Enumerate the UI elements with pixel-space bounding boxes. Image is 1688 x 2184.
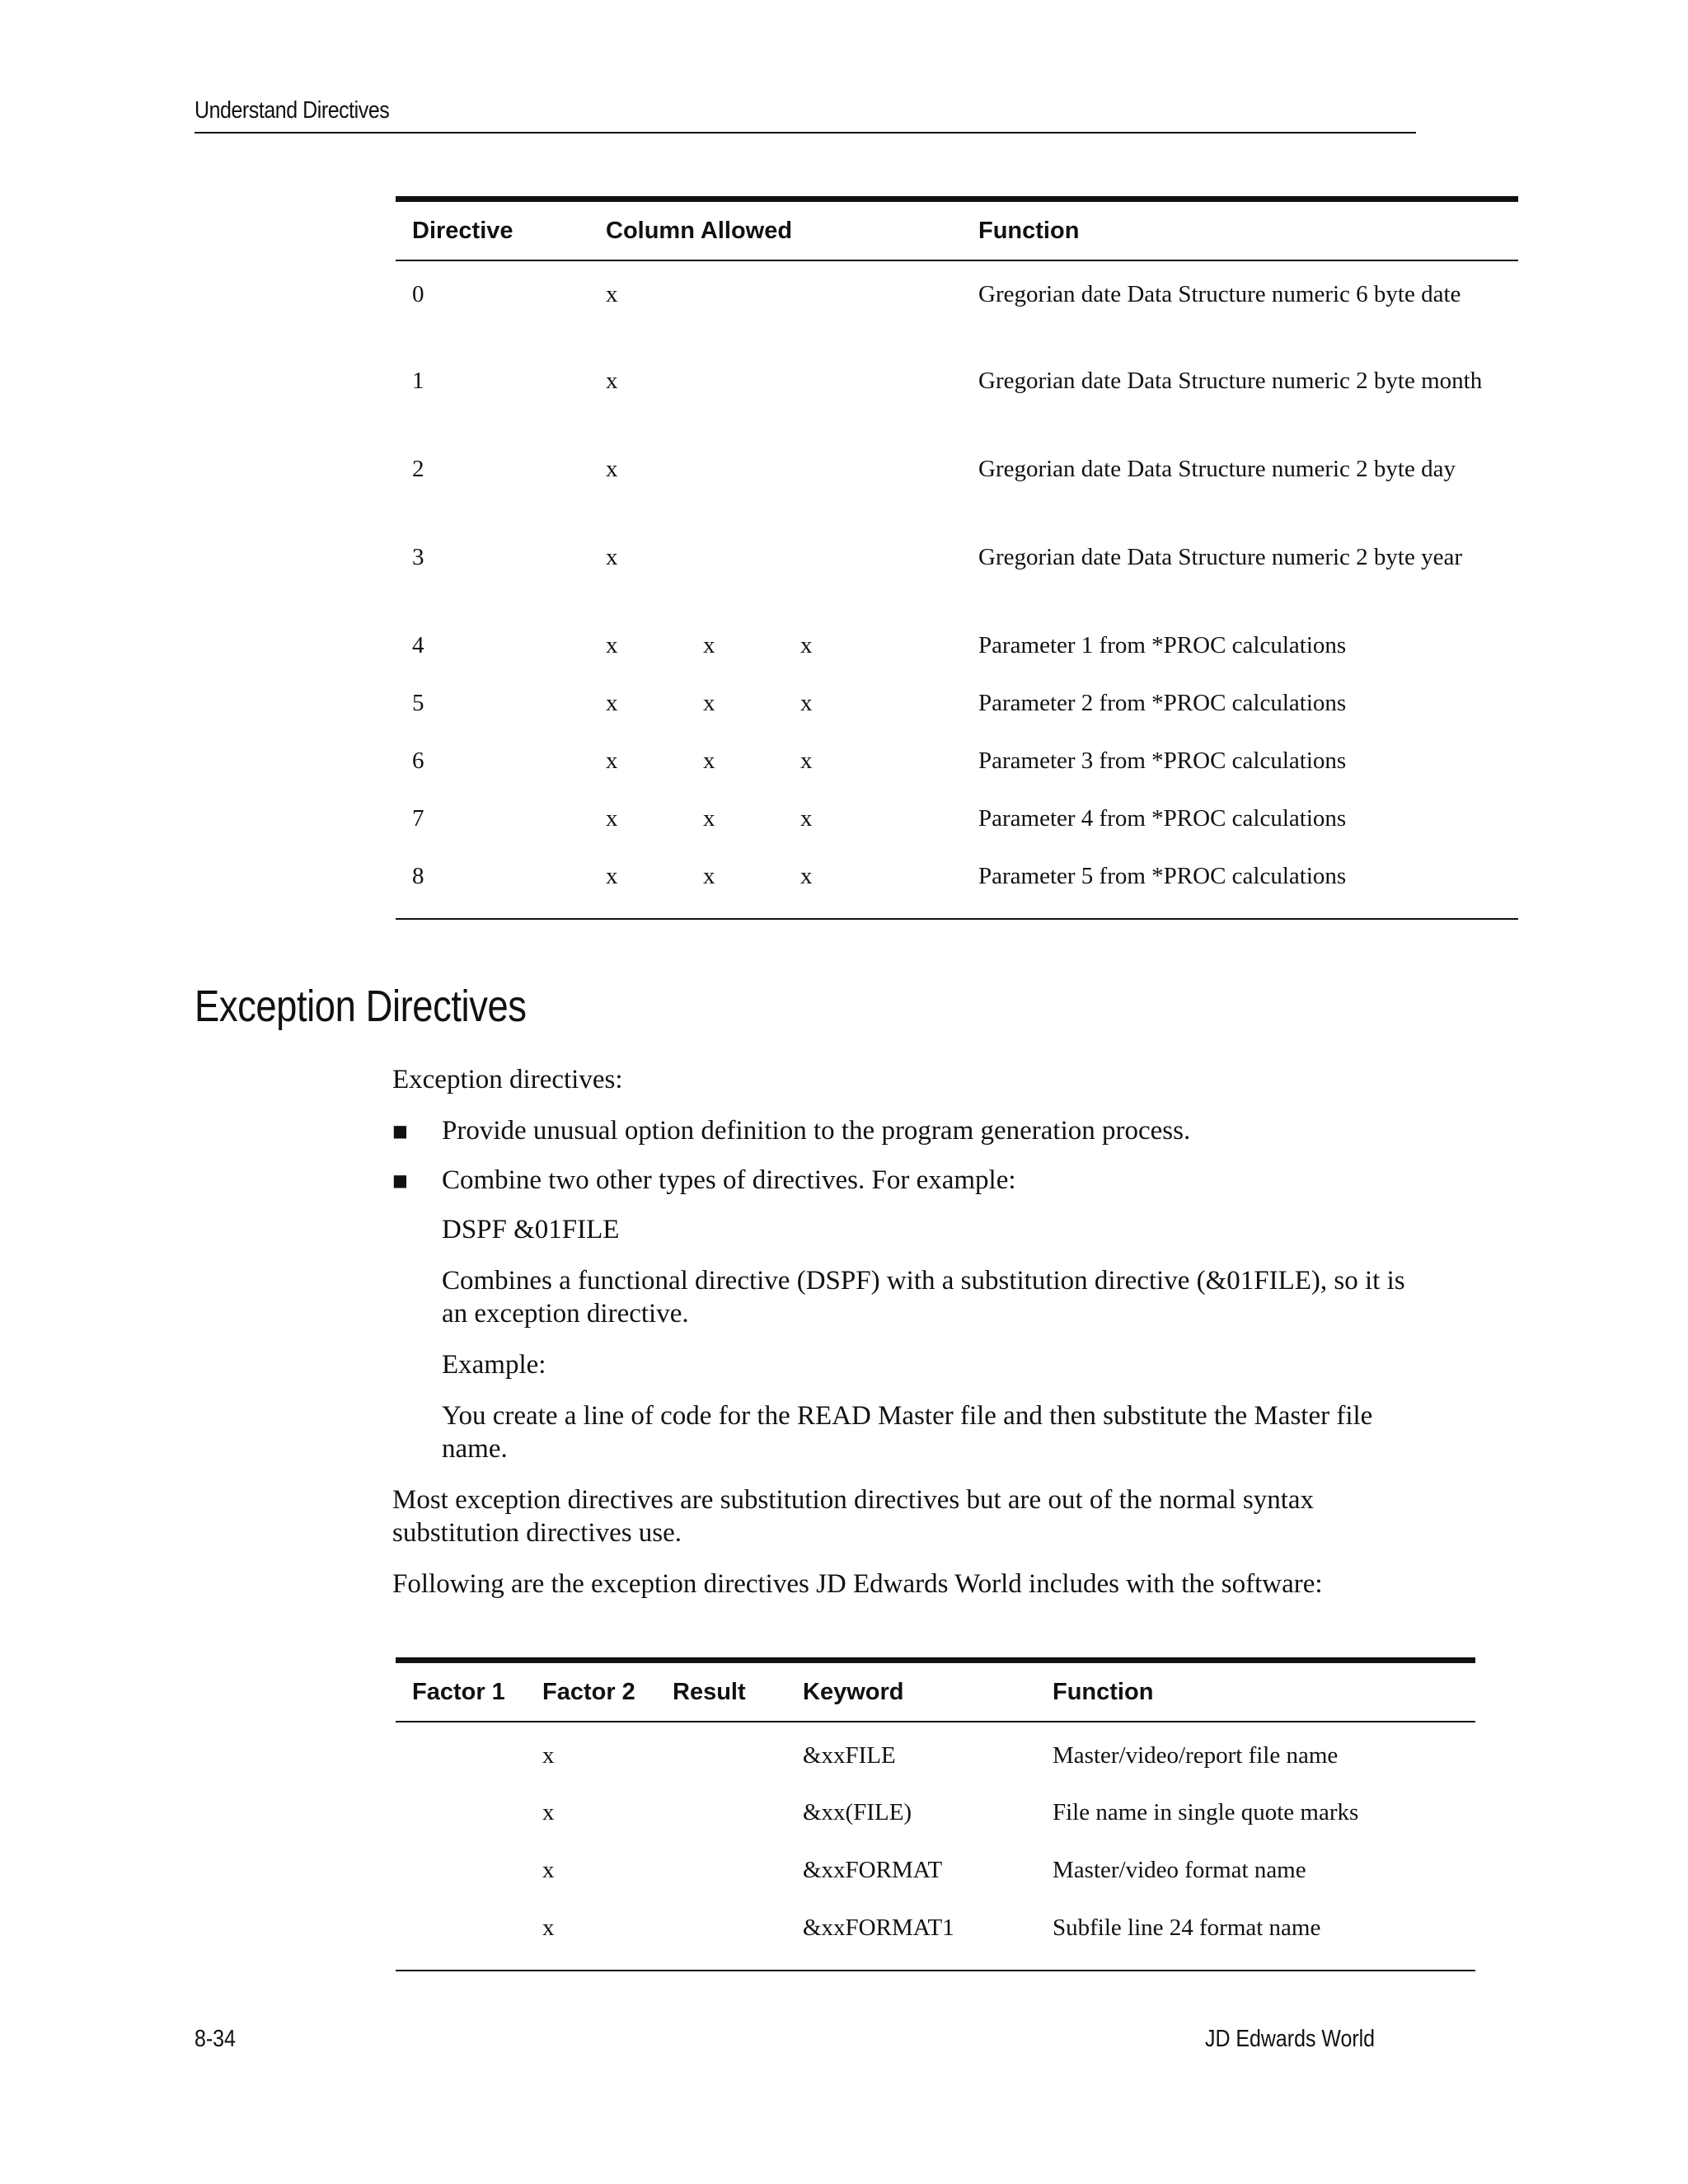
cell: x — [800, 690, 813, 716]
cell: x — [703, 805, 715, 832]
example-text: You create a line of code for the READ Master file and then substitute the Master file name. — [442, 1401, 1373, 1464]
intro-text: Exception directives: — [392, 1065, 623, 1094]
footer-product: JD Edwards World — [1205, 2026, 1376, 2052]
header-function: Function — [1036, 1661, 1475, 1722]
cell: &xxFILE — [803, 1742, 896, 1769]
cell: 2 — [412, 456, 424, 482]
cell: 1 — [412, 368, 424, 394]
cell: x — [703, 632, 715, 658]
cell: x — [606, 632, 618, 658]
table-row — [396, 542, 1518, 630]
cell — [656, 1855, 786, 1913]
cell: x — [606, 805, 618, 832]
cell: &xxFORMAT1 — [786, 1913, 1036, 1971]
running-header-title: Understand Directives — [195, 97, 390, 124]
cell: x — [542, 1799, 555, 1825]
cell — [656, 1913, 786, 1971]
paragraph: Following are the exception directives JD Edwards World includes with the software: — [392, 1569, 1323, 1599]
cell: Gregorian date Data Structure numeric 6 byte date — [978, 281, 1461, 307]
cell: x — [800, 748, 813, 774]
cell: 6 — [412, 748, 424, 774]
cell: Parameter 1 from *PROC calculations — [978, 632, 1347, 658]
cell: Master/video/report file name — [1053, 1742, 1339, 1769]
running-header — [195, 97, 1416, 134]
table-row — [396, 746, 1518, 804]
header-function: Function — [962, 199, 1518, 261]
cell: x — [526, 1913, 656, 1971]
cell: x — [589, 861, 687, 919]
cell: Parameter 4 from *PROC calculations — [978, 805, 1347, 832]
table-row — [396, 630, 1518, 688]
cell: x — [606, 748, 618, 774]
cell: &xxFORMAT — [803, 1857, 943, 1883]
cell: x — [606, 456, 618, 482]
cell: File name in single quote marks — [1053, 1799, 1359, 1825]
cell: 5 — [412, 690, 424, 716]
cell: Subfile line 24 format name — [1036, 1913, 1475, 1971]
cell: Parameter 3 from *PROC calculations — [978, 748, 1347, 774]
table-row — [396, 1855, 1475, 1913]
table-row — [396, 366, 1518, 454]
header-column-allowed: Column Allowed — [589, 199, 962, 261]
cell — [396, 1722, 526, 1797]
header-factor1: Factor 1 — [396, 1661, 526, 1722]
example-code: DSPF &01FILE — [442, 1215, 620, 1244]
cell: 3 — [412, 544, 424, 570]
header-result: Result — [656, 1661, 786, 1722]
list-item — [392, 1114, 1414, 1147]
section-body — [392, 1063, 1414, 1619]
example-explanation: Combines a functional directive (DSPF) with a substitution directive (&01FILE), so it is an exception directive. — [442, 1266, 1405, 1329]
table-row — [396, 688, 1518, 746]
paragraph: Most exception directives are substitution directives but are out of the normal syntax substitution directives use. — [392, 1485, 1315, 1548]
cell: Parameter 2 from *PROC calculations — [978, 690, 1347, 716]
cell — [396, 1913, 526, 1971]
cell — [656, 1797, 786, 1855]
table-row — [396, 454, 1518, 542]
cell — [687, 366, 784, 454]
cell: x — [703, 748, 715, 774]
cell: Master/video format name — [1053, 1857, 1306, 1883]
directives-table — [396, 196, 1518, 920]
cell — [784, 454, 962, 542]
cell: x — [800, 805, 813, 832]
cell — [784, 542, 962, 630]
table-row — [396, 861, 1518, 919]
header-directive: Directive — [396, 199, 589, 261]
header-keyword: Keyword — [786, 1661, 1036, 1722]
cell: x — [606, 544, 618, 570]
cell: 7 — [412, 805, 424, 832]
table-row — [396, 1913, 1475, 1971]
cell: Gregorian date Data Structure numeric 2 byte day — [978, 456, 1456, 482]
cell: x — [784, 861, 962, 919]
cell: x — [800, 632, 813, 658]
cell — [396, 1855, 526, 1913]
cell: &xx(FILE) — [803, 1799, 912, 1825]
cell: x — [606, 690, 618, 716]
section-title: Exception Directives — [195, 982, 527, 1031]
bullet-square-icon: ■ — [392, 1170, 408, 1190]
cell — [784, 366, 962, 454]
list-item — [392, 1164, 1414, 1197]
bullet-text: Combine two other types of directives. For example: — [442, 1165, 1016, 1195]
cell — [687, 260, 784, 366]
cell: 4 — [412, 632, 424, 658]
cell: x — [542, 1857, 555, 1883]
bullet-text: Provide unusual option definition to the program generation process. — [442, 1116, 1191, 1146]
table-row — [396, 804, 1518, 861]
header-factor2: Factor 2 — [526, 1661, 656, 1722]
table-row — [396, 260, 1518, 366]
table-row — [396, 1722, 1475, 1797]
cell — [656, 1722, 786, 1797]
cell — [687, 454, 784, 542]
table-row — [396, 1797, 1475, 1855]
cell: 0 — [412, 281, 424, 307]
cell — [396, 1797, 526, 1855]
cell — [784, 260, 962, 366]
cell: Gregorian date Data Structure numeric 2 byte month — [978, 368, 1483, 394]
example-label: Example: — [442, 1350, 546, 1380]
cell: x — [606, 281, 618, 307]
cell: Parameter 5 from *PROC calculations — [962, 861, 1518, 919]
cell: x — [687, 861, 784, 919]
cell: x — [542, 1742, 555, 1769]
cell: 8 — [396, 861, 589, 919]
cell — [687, 542, 784, 630]
cell: x — [703, 690, 715, 716]
page-number: 8-34 — [195, 2026, 236, 2052]
cell: Gregorian date Data Structure numeric 2 byte year — [978, 544, 1462, 570]
bullet-square-icon: ■ — [392, 1121, 408, 1141]
exception-directives-table — [396, 1657, 1475, 1971]
table-header-row — [396, 1661, 1475, 1722]
table-header-row — [396, 199, 1518, 261]
cell: x — [606, 368, 618, 394]
